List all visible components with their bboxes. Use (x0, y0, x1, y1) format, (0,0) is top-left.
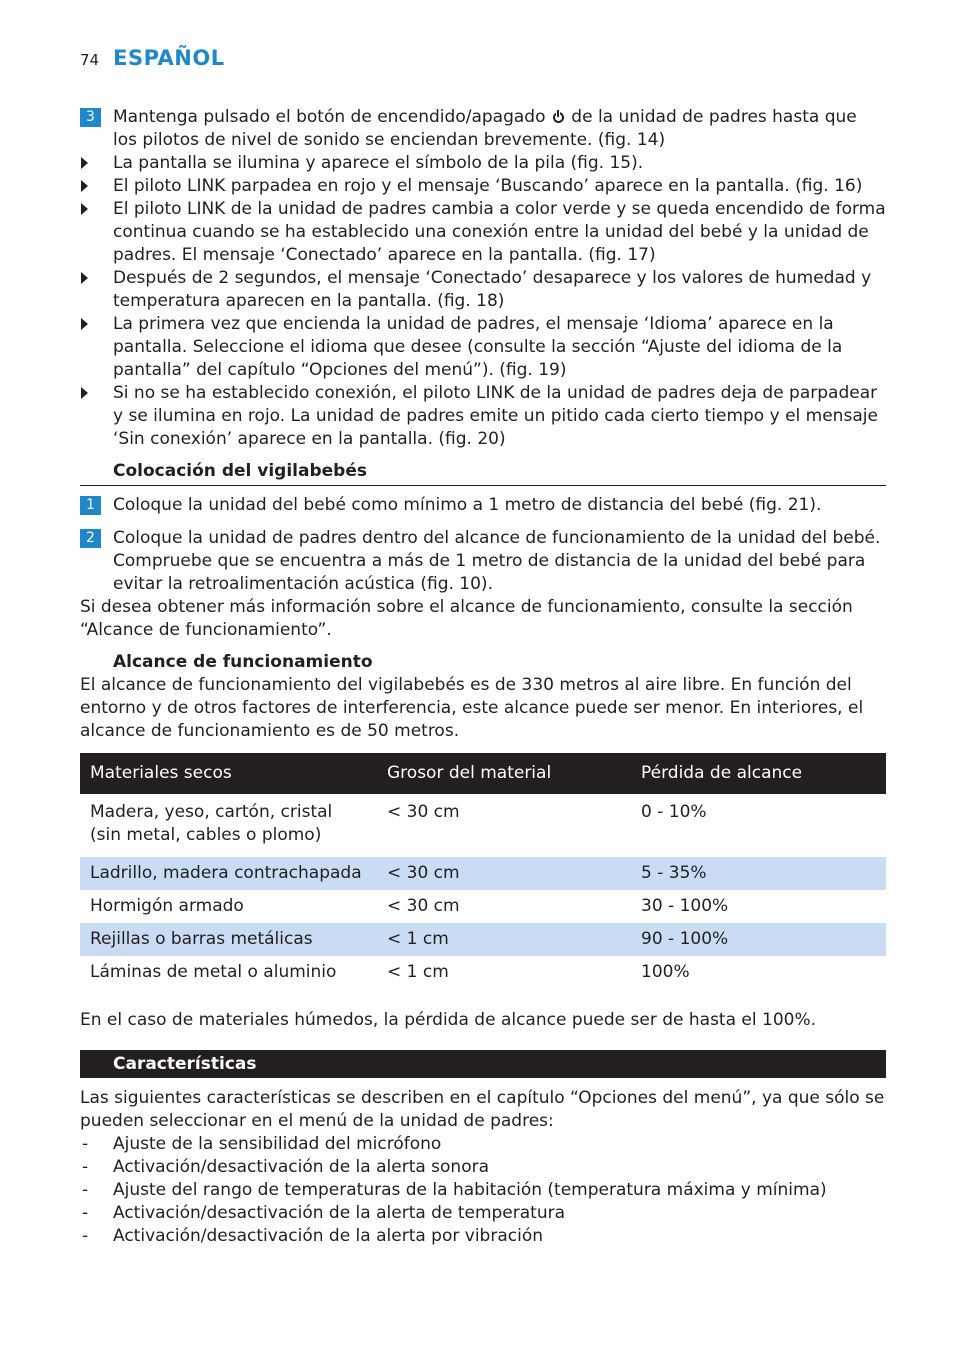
section-heading-range: Alcance de funcionamiento (113, 652, 373, 672)
result-bullet (80, 267, 886, 313)
table-row (80, 923, 886, 956)
table-cell: Láminas de metal o aluminio (90, 962, 337, 982)
table-header-cell: Grosor del material (377, 753, 631, 794)
table-cell: 90 - 100% (631, 923, 886, 956)
step-text-before: Mantenga pulsado el botón de encendido/apagado (113, 107, 546, 127)
dash-bullet: - (82, 1203, 89, 1223)
step-text-after: de la unidad de padres hasta que los pilotos de nivel de sonido se enciendan brevemente. (fig. 14) (113, 107, 857, 150)
table-row (80, 890, 886, 923)
table-cell: 5 - 35% (631, 857, 886, 890)
table-header-cell: Materiales secos (80, 753, 377, 794)
range-intro: El alcance de funcionamiento del vigilabebés es de 330 metros al aire libre. En función del entorno y de otros factores de interferencia, este alcance puede ser menor. En interiores, el alcance de funcionamiento es de 50 metros. (80, 675, 864, 741)
list-item (80, 1202, 886, 1225)
table-cell: Hormigón armado (90, 896, 244, 916)
result-bullet (80, 382, 886, 451)
table-cell: 0 - 10% (641, 802, 707, 822)
bullet-text: La primera vez que encienda la unidad de padres, el mensaje ‘Idioma’ aparece en la pantalla. Seleccione el idioma que desee (consulte la sección “Ajuste del idioma de la pantalla” del capítulo “Opciones del menú”). (fig. 19) (113, 314, 843, 380)
step-number-badge: 3 (80, 108, 101, 127)
triangle-bullet-icon (81, 157, 88, 169)
list-item-text: Ajuste de la sensibilidad del micrófono (113, 1134, 442, 1154)
list-item-text: Activación/desactivación de la alerta sonora (113, 1157, 490, 1177)
features-intro: Las siguientes características se describen en el capítulo “Opciones del menú”, ya que sólo se pueden seleccionar en el menú de la unidad de padres: (80, 1088, 885, 1131)
page-number: 74 (80, 51, 100, 69)
placement-note: Si desea obtener más información sobre el alcance de funcionamiento, consulte la sección “Alcance de funcionamiento”. (80, 597, 853, 640)
table-row (80, 956, 886, 989)
table-cell: Madera, yeso, cartón, cristal (sin metal, cables o plomo) (90, 802, 333, 845)
triangle-bullet-icon (81, 203, 88, 215)
table-cell: < 1 cm (387, 962, 449, 982)
placement-step-1 (80, 494, 886, 517)
list-item (80, 1133, 886, 1156)
table-cell: < 1 cm (377, 923, 631, 956)
power-icon (553, 112, 564, 123)
result-bullet (80, 198, 886, 267)
page-header (80, 46, 225, 76)
result-bullet (80, 152, 886, 175)
page-content (80, 106, 886, 1248)
table-cell: < 30 cm (377, 857, 631, 890)
bullet-text: Después de 2 segundos, el mensaje ‘Conectado’ desaparece y los valores de humedad y temperatura aparecen en la pantalla. (fig. 18) (113, 268, 872, 311)
step-number-badge: 1 (80, 496, 101, 515)
triangle-bullet-icon (81, 272, 88, 284)
triangle-bullet-icon (81, 180, 88, 192)
result-bullet (80, 313, 886, 382)
dash-bullet: - (82, 1134, 89, 1154)
table-header-row (80, 753, 886, 794)
table-cell: 100% (641, 962, 690, 982)
range-table (80, 753, 886, 989)
dash-bullet: - (82, 1180, 89, 1200)
section-heading-placement: Colocación del vigilabebés (80, 460, 886, 486)
table-cell: Rejillas o barras metálicas (80, 923, 377, 956)
range-note: En el caso de materiales húmedos, la pérdida de alcance puede ser de hasta el 100%. (80, 1010, 817, 1030)
language-title: ESPAÑOL (113, 46, 225, 70)
step-text: Coloque la unidad de padres dentro del alcance de funcionamiento de la unidad del bebé. Compruebe que se encuentra a más de 1 metro de distancia de la unidad del bebé para evitar la retroalimentación acústica (fig. 10). (113, 528, 881, 594)
step-3 (80, 106, 886, 152)
dash-bullet: - (82, 1157, 89, 1177)
list-item (80, 1179, 886, 1202)
triangle-bullet-icon (81, 318, 88, 330)
dash-bullet: - (82, 1226, 89, 1246)
triangle-bullet-icon (81, 387, 88, 399)
list-item (80, 1225, 886, 1248)
section-heading-features: Características (80, 1050, 886, 1078)
table-cell: < 30 cm (387, 896, 460, 916)
bullet-text: El piloto LINK de la unidad de padres cambia a color verde y se queda encendido de forma continua cuando se ha establecido una conexión entre la unidad del bebé y la unidad de padres. El mensaje ‘Conectado’ aparece en la pantalla. (fig. 17) (113, 199, 886, 265)
table-row (80, 857, 886, 890)
list-item-text: Ajuste del rango de temperaturas de la habitación (temperatura máxima y mínima) (113, 1180, 827, 1200)
table-header-cell: Pérdida de alcance (631, 753, 886, 794)
list-item (80, 1156, 886, 1179)
table-cell: Ladrillo, madera contrachapada (80, 857, 377, 890)
table-row (80, 794, 886, 857)
bullet-text: La pantalla se ilumina y aparece el símbolo de la pila (fig. 15). (113, 153, 644, 173)
table-cell: 30 - 100% (641, 896, 729, 916)
list-item-text: Activación/desactivación de la alerta por vibración (113, 1226, 543, 1246)
bullet-text: El piloto LINK parpadea en rojo y el mensaje ‘Buscando’ aparece en la pantalla. (fig. 16) (113, 176, 863, 196)
step-text: Coloque la unidad del bebé como mínimo a 1 metro de distancia del bebé (fig. 21). (113, 495, 822, 515)
result-bullet (80, 175, 886, 198)
table-cell: < 30 cm (387, 802, 460, 822)
placement-step-2 (80, 527, 886, 596)
step-number-badge: 2 (80, 529, 101, 548)
list-item-text: Activación/desactivación de la alerta de temperatura (113, 1203, 566, 1223)
bullet-text: Si no se ha establecido conexión, el piloto LINK de la unidad de padres deja de parpadear y se ilumina en rojo. La unidad de padres emite un pitido cada cierto tiempo y el mensaje ‘Sin conexión’ aparece en la pantalla. (fig. 20) (113, 383, 878, 449)
